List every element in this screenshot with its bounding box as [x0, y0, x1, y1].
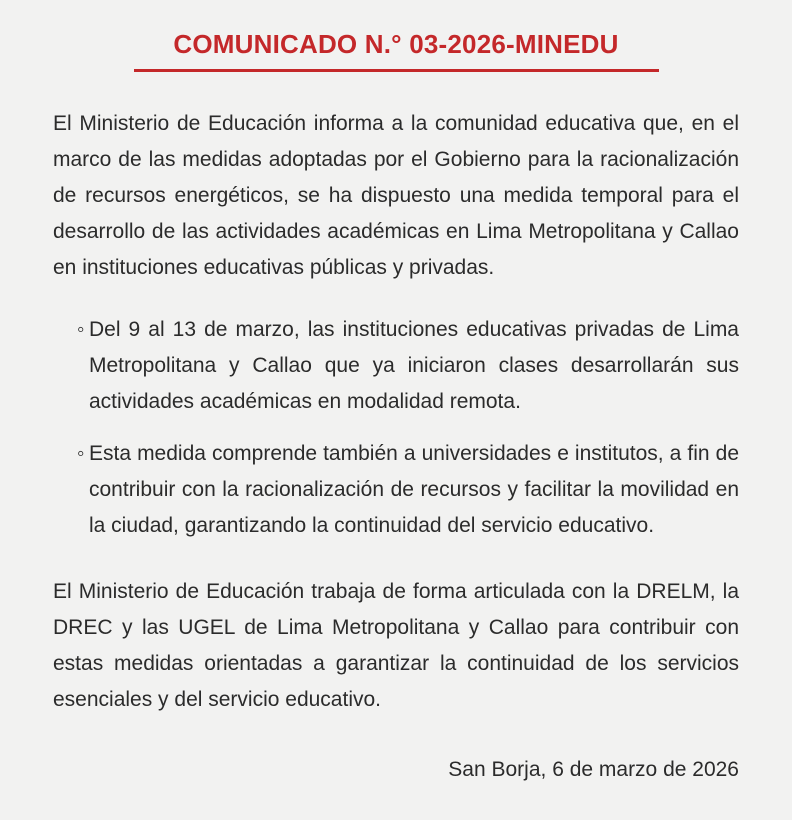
list-item [53, 312, 739, 420]
page-title: COMUNICADO N.° 03-2026-MINEDU [173, 29, 619, 59]
list-item-text: Esta medida comprende también a universidades e institutos, a fin de contribuir con la racionalización de recursos y facilitar la movilidad en la ciudad, garantizando la continuidad del servicio educativo. [89, 441, 739, 537]
measures-list [53, 312, 739, 544]
list-item-text: Del 9 al 13 de marzo, las instituciones educativas privadas de Lima Metropolitana y Callao que ya iniciaron clases desarrollarán sus actividades académicas en modalidad remota. [89, 317, 739, 413]
intro-paragraph: El Ministerio de Educación informa a la comunidad educativa que, en el marco de las medidas adoptadas por el Gobierno para la racionalización de recursos energéticos, se ha dispuesto una medida temporal para el desarrollo de las actividades académicas en Lima Metropolitana y Callao en instituciones educativas públicas y privadas. [53, 111, 739, 279]
closing-paragraph: El Ministerio de Educación trabaja de forma articulada con la DRELM, la DREC y las UGEL de Lima Metropolitana y Callao para contribuir con estas medidas orientadas a garantizar la continuidad de los servicios esenciales y del servicio educativo. [53, 579, 739, 711]
bullet-circle-icon: ◦ [77, 317, 85, 341]
bullet-circle-icon: ◦ [77, 441, 85, 465]
title-block [0, 0, 792, 72]
signature-place-date: San Borja, 6 de marzo de 2026 [448, 757, 739, 781]
list-item [53, 436, 739, 544]
document-body [53, 72, 739, 718]
